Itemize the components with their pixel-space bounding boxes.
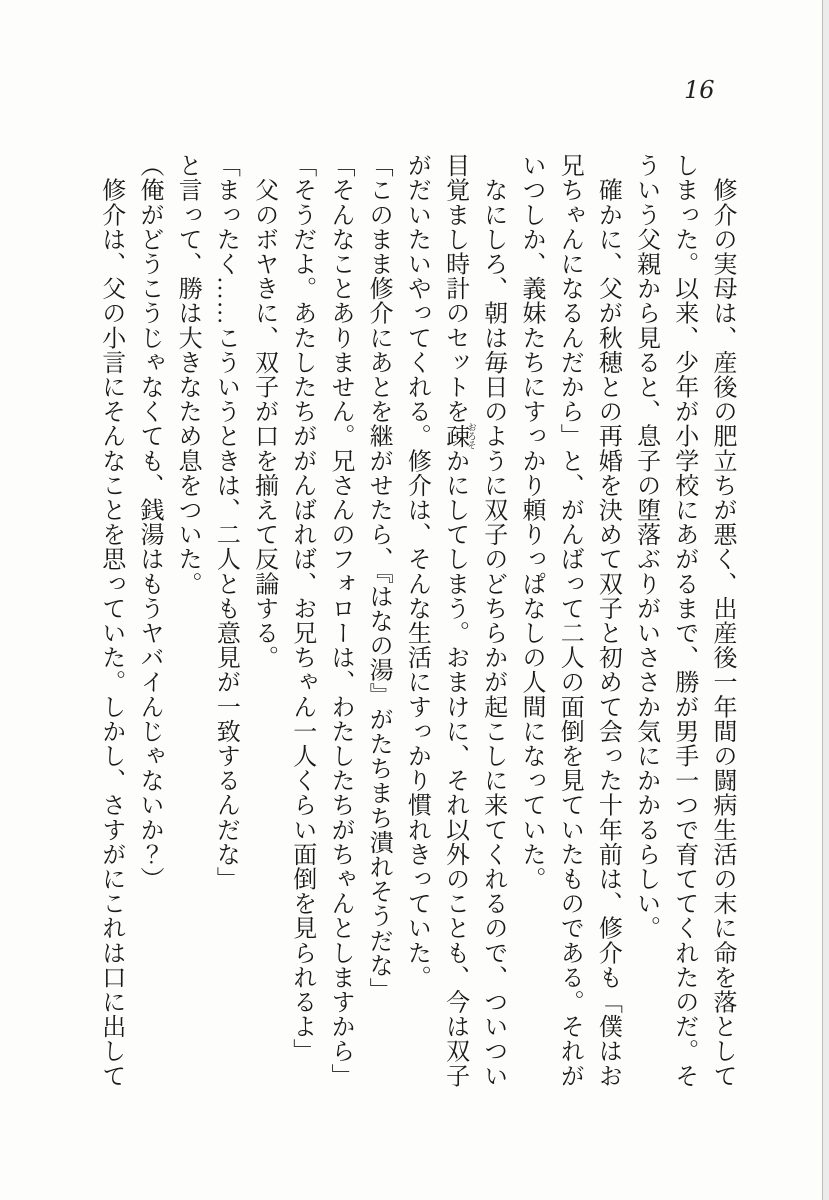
paragraph-6-dialogue: 「そうだよ。あたしたちががんばれば、お兄ちゃん一人くらい面倒を見られるよ」	[288, 153, 315, 1064]
paragraph-10-thought: （俺がどうこうじゃなくても、銭湯はもうヤバイんじゃないか？）	[135, 153, 162, 891]
paragraph-3-post: かにしてしまう。おまけに、それ以外のことも、今は双子がだいたいやってくれる。修介は、そんな生活にすっかり慣れきっていた。	[403, 153, 468, 1088]
paragraph-5-dialogue: 「そんなことありません。兄さんのフォローは、わたしたちがちゃんとしますから」	[326, 153, 353, 1088]
page-number: 16	[684, 76, 715, 104]
body-text	[92, 153, 741, 1093]
paragraph-9: と言って、勝は大きなため息をついた。	[174, 153, 201, 596]
paragraph-1: 修介の実母は、産後の肥立ちが悪く、出産後一年間の闘病生活の末に命を落としてしまった。以来、少年が小学校にあがるまで、勝が男手一つで育ててくれたのだ。そういう父親から見ると、息子の堕落ぶりがいささか気にかかるらしい。	[632, 153, 735, 1088]
furigana-base: 疎	[441, 422, 468, 450]
paragraph-3	[397, 153, 512, 1093]
furigana-reading: おろそ	[466, 422, 477, 450]
paragraph-3-pre: なにしろ、朝は毎日のように双子のどちらかが起こしに来てくれるので、ついつい目覚まし時計のセットを	[441, 153, 506, 1088]
paragraph-4-dialogue: 「このまま修介にあとを継がせたら、『はなの湯』がたちまち潰れそうだな」	[365, 153, 392, 1002]
paragraph-11: 修介は、父の小言にそんなことを思っていた。しかし、さすがにこれは口に出して	[97, 153, 124, 1088]
furigana-osoroka	[441, 422, 477, 450]
paragraph-7: 父のボヤきに、双子が口を揃えて反論する。	[250, 153, 277, 670]
paragraph-2: 確かに、父が秋穂との再婚を決めて双子と初めて会った十年前は、修介も「僕はお兄ちゃんになるんだから」と、がんばって二人の面倒を見ていたものである。それがいつしか、義妹たちにすっかり頼りっぱなしの人間になっていた。	[517, 153, 621, 1088]
page-scan-edge	[822, 0, 829, 1200]
paragraph-8-dialogue: 「まったく……こういうときは、二人とも意見が一致するんだな」	[212, 153, 239, 891]
